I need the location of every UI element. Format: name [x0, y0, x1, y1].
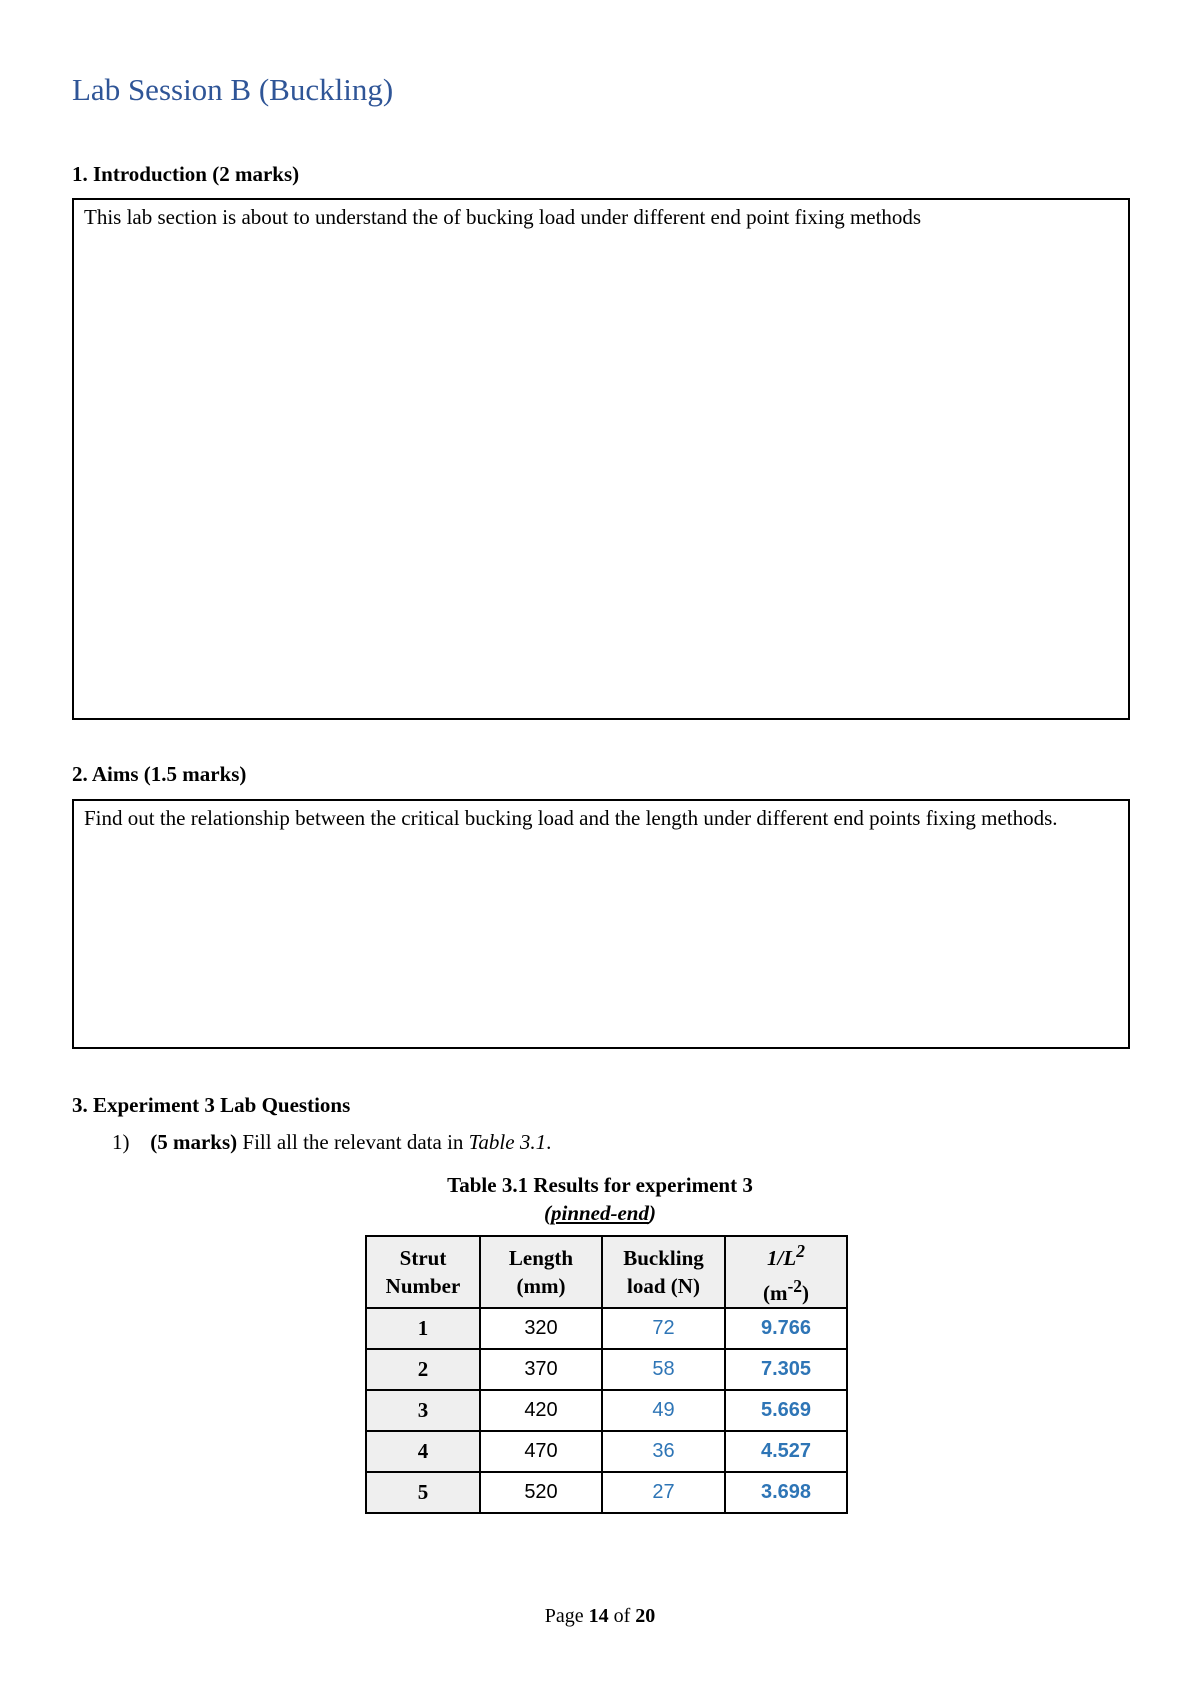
- table-row: [366, 1472, 847, 1513]
- page-title: Lab Session B (Buckling): [72, 72, 394, 107]
- introduction-heading: 1. Introduction (2 marks): [72, 162, 300, 186]
- table-row: [366, 1431, 847, 1472]
- question-end: .: [546, 1130, 552, 1154]
- cell-inverse-length: 9.766: [725, 1308, 847, 1349]
- cell-length: 320: [480, 1308, 602, 1349]
- cell-load: 49: [602, 1390, 725, 1431]
- question-1: [112, 1130, 551, 1155]
- footer-current-page: 14: [588, 1605, 609, 1627]
- cell-load: 27: [602, 1472, 725, 1513]
- cell-strut: 3: [366, 1390, 480, 1431]
- introduction-answer-text: This lab section is about to understand the of bucking load under different end point fixing methods: [84, 205, 922, 229]
- cell-strut: 5: [366, 1472, 480, 1513]
- table-caption: Table 3.1 Results for experiment 3: [447, 1173, 753, 1197]
- subcaption-close: ): [649, 1201, 656, 1225]
- table-header-row: [366, 1236, 847, 1308]
- introduction-answer-box[interactable]: [72, 198, 1130, 720]
- cell-strut: 4: [366, 1431, 480, 1472]
- cell-inverse-length: 5.669: [725, 1390, 847, 1431]
- cell-load: 72: [602, 1308, 725, 1349]
- header-strut: Strut Number: [366, 1236, 480, 1308]
- footer-of: of: [613, 1605, 631, 1627]
- table-row: [366, 1349, 847, 1390]
- table-row: [366, 1390, 847, 1431]
- footer-total-pages: 20: [635, 1605, 656, 1627]
- question-text: Fill all the relevant data in: [242, 1130, 464, 1154]
- results-table: [365, 1235, 848, 1514]
- subcaption-open: (: [543, 1201, 551, 1225]
- aims-answer-text: Find out the relationship between the critical bucking load and the length under different end points fixing methods.: [84, 806, 1058, 830]
- cell-inverse-length: 4.527: [725, 1431, 847, 1472]
- table-subcaption: [0, 1199, 1200, 1227]
- question-marks: (5 marks): [150, 1130, 238, 1154]
- cell-load: 58: [602, 1349, 725, 1390]
- header-length: Length (mm): [480, 1236, 602, 1308]
- footer-prefix: Page: [544, 1605, 584, 1627]
- cell-inverse-length: 7.305: [725, 1349, 847, 1390]
- question-table-ref: Table 3.1: [468, 1130, 547, 1154]
- table-row: [366, 1308, 847, 1349]
- cell-strut: 2: [366, 1349, 480, 1390]
- cell-load: 36: [602, 1431, 725, 1472]
- cell-length: 370: [480, 1349, 602, 1390]
- aims-heading: 2. Aims (1.5 marks): [72, 762, 247, 786]
- cell-strut: 1: [366, 1308, 480, 1349]
- cell-length: 420: [480, 1390, 602, 1431]
- header-inverse-length: $1/L^2$ $(m^{-2})$: [725, 1236, 847, 1308]
- cell-inverse-length: 3.698: [725, 1472, 847, 1513]
- page-footer: [0, 1605, 1200, 1628]
- experiment-heading: 3. Experiment 3 Lab Questions: [72, 1093, 351, 1117]
- cell-length: 470: [480, 1431, 602, 1472]
- cell-length: 520: [480, 1472, 602, 1513]
- subcaption-text: pinned-end: [550, 1201, 649, 1225]
- question-number: 1): [112, 1130, 130, 1154]
- aims-answer-box[interactable]: [72, 799, 1130, 1049]
- header-load: Buckling load (N): [602, 1236, 725, 1308]
